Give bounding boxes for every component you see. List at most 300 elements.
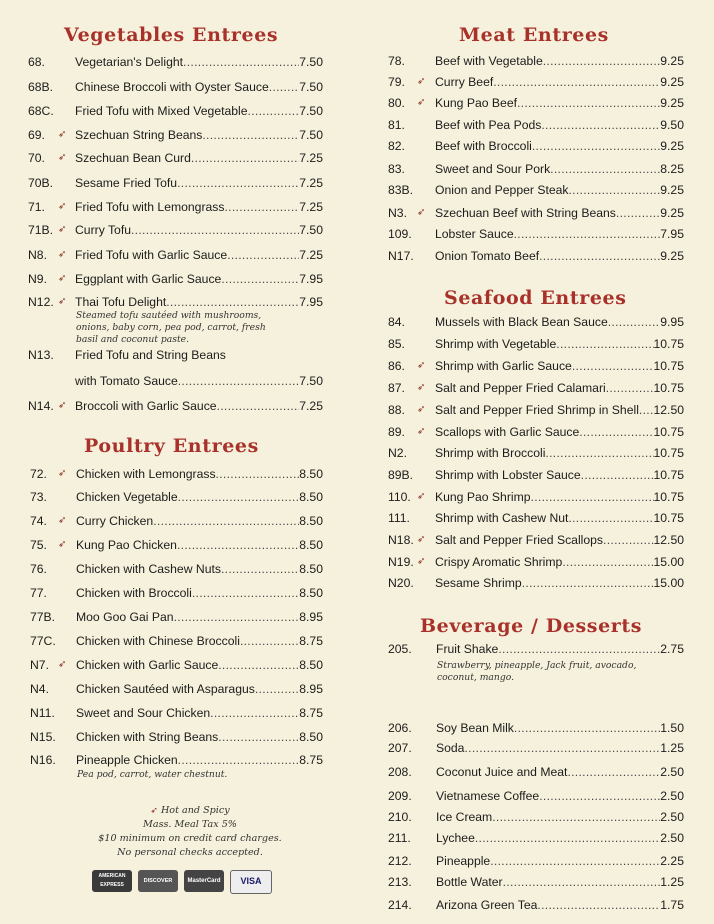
item-price: 8.25 bbox=[660, 162, 684, 176]
item-number: N12. bbox=[28, 295, 54, 309]
item-line bbox=[435, 202, 684, 224]
chili-pepper-icon: ➶ bbox=[58, 273, 67, 284]
item-line bbox=[76, 654, 323, 676]
item-price: 7.95 bbox=[299, 295, 323, 309]
dot-leader bbox=[579, 421, 653, 443]
menu-item bbox=[0, 510, 340, 532]
item-price: 7.25 bbox=[299, 248, 323, 262]
menu-item bbox=[372, 785, 714, 807]
dot-leader bbox=[174, 606, 300, 628]
chili-pepper-icon: ➶ bbox=[417, 382, 426, 393]
dot-leader bbox=[492, 806, 660, 828]
item-name: Beef with Vegetable bbox=[435, 54, 543, 68]
dot-leader bbox=[131, 219, 299, 241]
item-line bbox=[75, 395, 323, 417]
item-number: N18. bbox=[388, 533, 414, 547]
item-number: 77C. bbox=[30, 634, 56, 648]
menu-item bbox=[372, 179, 714, 201]
item-number: 207. bbox=[388, 741, 412, 755]
menu-item bbox=[0, 534, 340, 556]
item-number: 76. bbox=[30, 562, 47, 576]
item-number: N2. bbox=[388, 446, 407, 460]
item-name: Onion Tomato Beef bbox=[435, 249, 540, 263]
item-number: 88. bbox=[388, 403, 405, 417]
item-number: 87. bbox=[388, 381, 405, 395]
item-line bbox=[435, 71, 684, 93]
dot-leader bbox=[240, 630, 299, 652]
mastercard-logo-icon: MasterCard bbox=[184, 870, 224, 892]
item-price: 12.50 bbox=[653, 533, 684, 547]
item-name: Mussels with Black Bean Sauce bbox=[435, 315, 608, 329]
item-number: 70B. bbox=[28, 176, 54, 190]
item-line bbox=[75, 147, 323, 169]
item-line bbox=[75, 268, 323, 290]
item-name: Szechuan Beef with String Beans bbox=[435, 206, 616, 220]
item-price: 10.75 bbox=[653, 425, 684, 439]
item-price: 10.75 bbox=[653, 359, 684, 373]
item-number: 77B. bbox=[30, 610, 56, 624]
chili-pepper-icon: ➶ bbox=[58, 224, 67, 235]
menu-item bbox=[372, 894, 714, 916]
item-number: 68B. bbox=[28, 80, 54, 94]
menu-item bbox=[0, 51, 340, 73]
menu-item bbox=[0, 486, 340, 508]
item-name: Ice Cream bbox=[436, 810, 493, 824]
item-number: 78. bbox=[388, 54, 405, 68]
item-price: 9.25 bbox=[660, 54, 684, 68]
item-number: 213. bbox=[388, 875, 412, 889]
item-line bbox=[76, 749, 323, 771]
item-number: N14. bbox=[28, 399, 54, 413]
item-line bbox=[75, 370, 323, 392]
menu-item bbox=[372, 223, 714, 245]
item-name: Kung Pao Shrimp bbox=[435, 490, 531, 504]
item-name: Chicken with String Beans bbox=[76, 730, 219, 744]
item-number: 84. bbox=[388, 315, 405, 329]
item-number: 77. bbox=[30, 586, 47, 600]
item-price: 7.25 bbox=[299, 399, 323, 413]
item-line bbox=[435, 311, 684, 333]
beverage-section-title: Beverage / Desserts bbox=[420, 615, 643, 637]
dot-leader bbox=[537, 894, 660, 916]
item-price: 8.50 bbox=[299, 730, 323, 744]
item-price: 10.75 bbox=[653, 381, 684, 395]
poultry-section-title: Poultry Entrees bbox=[84, 435, 259, 457]
dot-leader bbox=[541, 114, 660, 136]
dot-leader bbox=[475, 827, 660, 849]
item-line bbox=[75, 172, 323, 194]
item-price: 9.25 bbox=[660, 249, 684, 263]
item-price: 15.00 bbox=[653, 576, 684, 590]
menu-item bbox=[372, 827, 714, 849]
item-number: 86. bbox=[388, 359, 405, 373]
item-name: Chicken with Chinese Broccoli bbox=[76, 634, 240, 648]
item-name: Szechuan Bean Curd bbox=[75, 151, 191, 165]
menu-item bbox=[0, 702, 340, 724]
item-price: 8.75 bbox=[299, 634, 323, 648]
item-line bbox=[435, 399, 684, 421]
item-price: 9.25 bbox=[660, 139, 684, 153]
dot-leader bbox=[545, 442, 653, 464]
item-price: 8.75 bbox=[299, 706, 323, 720]
item-line bbox=[436, 871, 684, 893]
item-number: 81. bbox=[388, 118, 405, 132]
item-line bbox=[436, 806, 684, 828]
item-number: 68. bbox=[28, 55, 45, 69]
item-name: Shrimp with Vegetable bbox=[435, 337, 557, 351]
item-number: 206. bbox=[388, 721, 412, 735]
item-number: 85. bbox=[388, 337, 405, 351]
item-line bbox=[435, 333, 684, 355]
menu-item bbox=[0, 558, 340, 580]
menu-item bbox=[0, 463, 340, 485]
dot-leader bbox=[503, 871, 661, 893]
item-line bbox=[436, 894, 684, 916]
item-line bbox=[435, 572, 684, 594]
item-name: Salt and Pepper Fried Shrimp in Shell bbox=[435, 403, 639, 417]
item-number: N20. bbox=[388, 576, 414, 590]
item-price: 1.25 bbox=[660, 741, 684, 755]
item-number: 72. bbox=[30, 467, 47, 481]
chili-pepper-icon: ➶ bbox=[417, 556, 426, 567]
item-number: 109. bbox=[388, 227, 412, 241]
item-line bbox=[436, 785, 684, 807]
menu-item bbox=[372, 551, 714, 573]
menu-item bbox=[0, 147, 340, 169]
item-name: Crispy Aromatic Shrimp bbox=[435, 555, 563, 569]
menu-item bbox=[372, 717, 714, 739]
item-price: 7.50 bbox=[299, 55, 323, 69]
item-name: Sweet and Sour Pork bbox=[435, 162, 551, 176]
item-name: Curry Tofu bbox=[75, 223, 131, 237]
item-name: Thai Tofu Delight bbox=[75, 295, 167, 309]
item-line bbox=[76, 486, 323, 508]
item-name: Beef with Broccoli bbox=[435, 139, 532, 153]
chili-pepper-icon: ➶ bbox=[417, 76, 426, 87]
dot-leader bbox=[567, 761, 660, 783]
dot-leader bbox=[603, 529, 653, 551]
item-number: 80. bbox=[388, 96, 405, 110]
dot-leader bbox=[608, 311, 661, 333]
item-price: 8.50 bbox=[299, 658, 323, 672]
menu-item bbox=[372, 355, 714, 377]
dot-leader bbox=[490, 850, 660, 872]
item-price: 8.50 bbox=[299, 467, 323, 481]
item-price: 10.75 bbox=[653, 446, 684, 460]
item-number: N8. bbox=[28, 248, 47, 262]
menu-item bbox=[0, 196, 340, 218]
item-price: 7.25 bbox=[299, 151, 323, 165]
pineapple-chicken-description: Pea pod, carrot, water chestnut. bbox=[77, 769, 228, 780]
dot-leader bbox=[217, 395, 300, 417]
item-price: 7.50 bbox=[299, 374, 323, 388]
chili-pepper-icon: ➶ bbox=[58, 152, 67, 163]
item-price: 7.25 bbox=[299, 200, 323, 214]
item-line bbox=[435, 114, 684, 136]
item-number: N19. bbox=[388, 555, 414, 569]
dot-leader bbox=[192, 582, 299, 604]
dot-leader bbox=[522, 572, 654, 594]
item-name: Fruit Shake bbox=[436, 642, 499, 656]
dot-leader bbox=[177, 172, 299, 194]
item-name: Chicken with Broccoli bbox=[76, 586, 192, 600]
item-line bbox=[435, 355, 684, 377]
seafood-section-title: Seafood Entrees bbox=[444, 287, 627, 309]
item-line bbox=[75, 196, 323, 218]
menu-item bbox=[372, 50, 714, 72]
item-price: 7.25 bbox=[299, 176, 323, 190]
item-number: 208. bbox=[388, 765, 412, 779]
menu-item bbox=[372, 202, 714, 224]
menu-item bbox=[0, 344, 340, 366]
dot-leader bbox=[550, 158, 660, 180]
item-name: Bottle Water bbox=[436, 875, 503, 889]
item-number: 89. bbox=[388, 425, 405, 439]
item-name: Pineapple Chicken bbox=[76, 753, 178, 767]
chili-pepper-icon: ➶ bbox=[58, 296, 67, 307]
item-name: Broccoli with Garlic Sauce bbox=[75, 399, 217, 413]
item-line bbox=[75, 51, 323, 73]
item-name: Salt and Pepper Fried Calamari bbox=[435, 381, 606, 395]
item-name: Shrimp with Cashew Nut bbox=[435, 511, 569, 525]
item-line bbox=[435, 551, 684, 573]
item-price: 7.50 bbox=[299, 128, 323, 142]
item-name: Onion and Pepper Steak bbox=[435, 183, 569, 197]
item-line bbox=[435, 179, 684, 201]
menu-item bbox=[0, 726, 340, 748]
dot-leader bbox=[562, 551, 653, 573]
item-number: 205. bbox=[388, 642, 412, 656]
menu-item bbox=[372, 399, 714, 421]
dot-leader bbox=[269, 76, 300, 98]
item-line bbox=[436, 717, 684, 739]
chili-pepper-icon: ➶ bbox=[58, 659, 67, 670]
item-number: N4. bbox=[30, 682, 49, 696]
item-name: Pineapple bbox=[436, 854, 491, 868]
item-number: 69. bbox=[28, 128, 45, 142]
footer-notes bbox=[60, 804, 320, 860]
menu-item bbox=[0, 244, 340, 266]
menu-item bbox=[0, 678, 340, 700]
chili-pepper-icon: ➶ bbox=[150, 806, 158, 816]
item-price: 9.50 bbox=[660, 118, 684, 132]
item-number: N16. bbox=[30, 753, 56, 767]
item-line bbox=[75, 76, 323, 98]
item-line bbox=[75, 244, 323, 266]
item-line bbox=[435, 529, 684, 551]
menu-item bbox=[0, 76, 340, 98]
dot-leader bbox=[568, 507, 653, 529]
item-price: 2.50 bbox=[660, 810, 684, 824]
item-number: 111. bbox=[388, 511, 410, 525]
dot-leader bbox=[543, 50, 661, 72]
item-line bbox=[435, 223, 684, 245]
item-number: N11. bbox=[30, 706, 55, 720]
item-line bbox=[76, 582, 323, 604]
item-line bbox=[76, 463, 323, 485]
chili-pepper-icon: ➶ bbox=[58, 201, 67, 212]
item-line bbox=[436, 827, 684, 849]
item-name: with Tomato Sauce bbox=[75, 374, 178, 388]
item-name: Chicken with Cashew Nuts bbox=[76, 562, 221, 576]
item-name: Scallops with Garlic Sauce bbox=[435, 425, 580, 439]
item-price: 8.50 bbox=[299, 514, 323, 528]
menu-item bbox=[372, 486, 714, 508]
dot-leader bbox=[606, 377, 654, 399]
item-line bbox=[436, 638, 684, 660]
menu-item bbox=[372, 421, 714, 443]
menu-item bbox=[372, 71, 714, 93]
item-name: Chinese Broccoli with Oyster Sauce bbox=[75, 80, 269, 94]
item-name: Lychee bbox=[436, 831, 475, 845]
item-name: Vegetarian's Delight bbox=[75, 55, 184, 69]
item-number: 83. bbox=[388, 162, 405, 176]
item-price: 7.95 bbox=[660, 227, 684, 241]
item-number: 82. bbox=[388, 139, 405, 153]
item-number: 74. bbox=[30, 514, 47, 528]
item-line bbox=[76, 678, 323, 700]
menu-item bbox=[0, 606, 340, 628]
menu-item bbox=[0, 749, 340, 771]
item-line bbox=[435, 50, 684, 72]
item-number: 71. bbox=[28, 200, 45, 214]
amex-logo-icon: AMERICAN EXPRESS bbox=[92, 870, 132, 892]
item-number: 70. bbox=[28, 151, 45, 165]
item-number: 79. bbox=[388, 75, 405, 89]
dot-leader bbox=[639, 399, 654, 421]
item-line bbox=[76, 630, 323, 652]
dot-leader bbox=[255, 678, 299, 700]
item-price: 1.25 bbox=[660, 875, 684, 889]
menu-item bbox=[372, 135, 714, 157]
item-price: 7.50 bbox=[299, 223, 323, 237]
item-price: 15.00 bbox=[653, 555, 684, 569]
item-price: 9.25 bbox=[660, 206, 684, 220]
chili-pepper-icon: ➶ bbox=[58, 515, 67, 526]
item-price: 10.75 bbox=[653, 468, 684, 482]
item-price: 12.50 bbox=[653, 403, 684, 417]
item-name: Moo Goo Gai Pan bbox=[76, 610, 174, 624]
spicy-legend-label: Hot and Spicy bbox=[160, 805, 230, 816]
menu-item bbox=[0, 630, 340, 652]
item-name: Eggplant with Garlic Sauce bbox=[75, 272, 222, 286]
item-number: 110. bbox=[388, 490, 411, 504]
dot-leader bbox=[177, 534, 299, 556]
item-line bbox=[435, 245, 684, 267]
item-line bbox=[435, 377, 684, 399]
menu-item bbox=[0, 370, 340, 392]
dot-leader bbox=[572, 355, 654, 377]
item-line bbox=[436, 850, 684, 872]
dot-leader bbox=[581, 464, 654, 486]
dot-leader bbox=[216, 463, 300, 485]
menu-item bbox=[372, 850, 714, 872]
item-name: Fried Tofu with Garlic Sauce bbox=[75, 248, 228, 262]
item-number: N13. bbox=[28, 348, 54, 362]
chili-pepper-icon: ➶ bbox=[417, 207, 426, 218]
menu-item bbox=[372, 442, 714, 464]
menu-item bbox=[0, 268, 340, 290]
item-name: Fried Tofu with Lemongrass bbox=[75, 200, 225, 214]
checks-note: No personal checks accepted. bbox=[117, 847, 263, 858]
chili-pepper-icon: ➶ bbox=[58, 129, 67, 140]
item-price: 1.75 bbox=[660, 898, 684, 912]
item-number: 209. bbox=[388, 789, 412, 803]
menu-item bbox=[372, 311, 714, 333]
item-number: 83B. bbox=[388, 183, 414, 197]
item-name: Lobster Sauce bbox=[435, 227, 514, 241]
item-name: Chicken Vegetable bbox=[76, 490, 178, 504]
item-price: 2.75 bbox=[660, 642, 684, 656]
menu-item bbox=[372, 572, 714, 594]
item-line bbox=[76, 726, 323, 748]
dot-leader bbox=[568, 179, 660, 201]
menu-item bbox=[372, 464, 714, 486]
chili-pepper-icon: ➶ bbox=[417, 97, 426, 108]
item-price: 9.25 bbox=[660, 75, 684, 89]
item-price: 7.50 bbox=[299, 104, 323, 118]
fruit-shake-description: Strawberry, pineapple, Jack fruit, avocado, coconut, mango. bbox=[437, 660, 637, 683]
item-line bbox=[75, 219, 323, 241]
item-number: N3. bbox=[388, 206, 407, 220]
item-number: 68C. bbox=[28, 104, 54, 118]
item-name: Shrimp with Broccoli bbox=[435, 446, 546, 460]
item-number: N9. bbox=[28, 272, 47, 286]
item-name: Fried Tofu with Mixed Vegetable bbox=[75, 104, 248, 118]
minimum-note: $10 minimum on credit card charges. bbox=[98, 833, 282, 844]
item-name: Chicken Sautéed with Asparagus bbox=[76, 682, 255, 696]
item-number: 71B. bbox=[28, 223, 54, 237]
chili-pepper-icon: ➶ bbox=[417, 404, 426, 415]
item-price: 8.50 bbox=[299, 562, 323, 576]
dot-leader bbox=[221, 558, 299, 580]
item-price: 2.50 bbox=[660, 831, 684, 845]
item-price: 8.95 bbox=[299, 682, 323, 696]
item-price: 8.50 bbox=[299, 490, 323, 504]
menu-item bbox=[372, 529, 714, 551]
item-price: 8.50 bbox=[299, 586, 323, 600]
item-line bbox=[435, 92, 684, 114]
item-name: Chicken with Garlic Sauce bbox=[76, 658, 219, 672]
dot-leader bbox=[556, 333, 653, 355]
item-number: N7. bbox=[30, 658, 49, 672]
dot-leader bbox=[202, 124, 299, 146]
item-name: Coconut Juice and Meat bbox=[436, 765, 568, 779]
item-price: 8.75 bbox=[299, 753, 323, 767]
menu-item bbox=[372, 737, 714, 759]
chili-pepper-icon: ➶ bbox=[58, 249, 67, 260]
item-name: Kung Pao Beef bbox=[435, 96, 517, 110]
item-name: Sweet and Sour Chicken bbox=[76, 706, 211, 720]
dot-leader bbox=[531, 486, 654, 508]
item-number: 75. bbox=[30, 538, 47, 552]
item-number: 210. bbox=[388, 810, 412, 824]
item-line bbox=[435, 507, 684, 529]
chili-pepper-icon: ➶ bbox=[417, 491, 426, 502]
menu-item bbox=[372, 638, 714, 660]
item-number: N15. bbox=[30, 730, 56, 744]
item-price: 9.95 bbox=[660, 315, 684, 329]
item-line bbox=[435, 158, 684, 180]
item-line bbox=[436, 737, 684, 759]
dot-leader bbox=[183, 51, 299, 73]
item-name: Shrimp with Lobster Sauce bbox=[435, 468, 581, 482]
item-name: Sesame Fried Tofu bbox=[75, 176, 178, 190]
item-number: 73. bbox=[30, 490, 47, 504]
menu-item bbox=[0, 582, 340, 604]
dot-leader bbox=[464, 737, 660, 759]
dot-leader bbox=[191, 147, 299, 169]
